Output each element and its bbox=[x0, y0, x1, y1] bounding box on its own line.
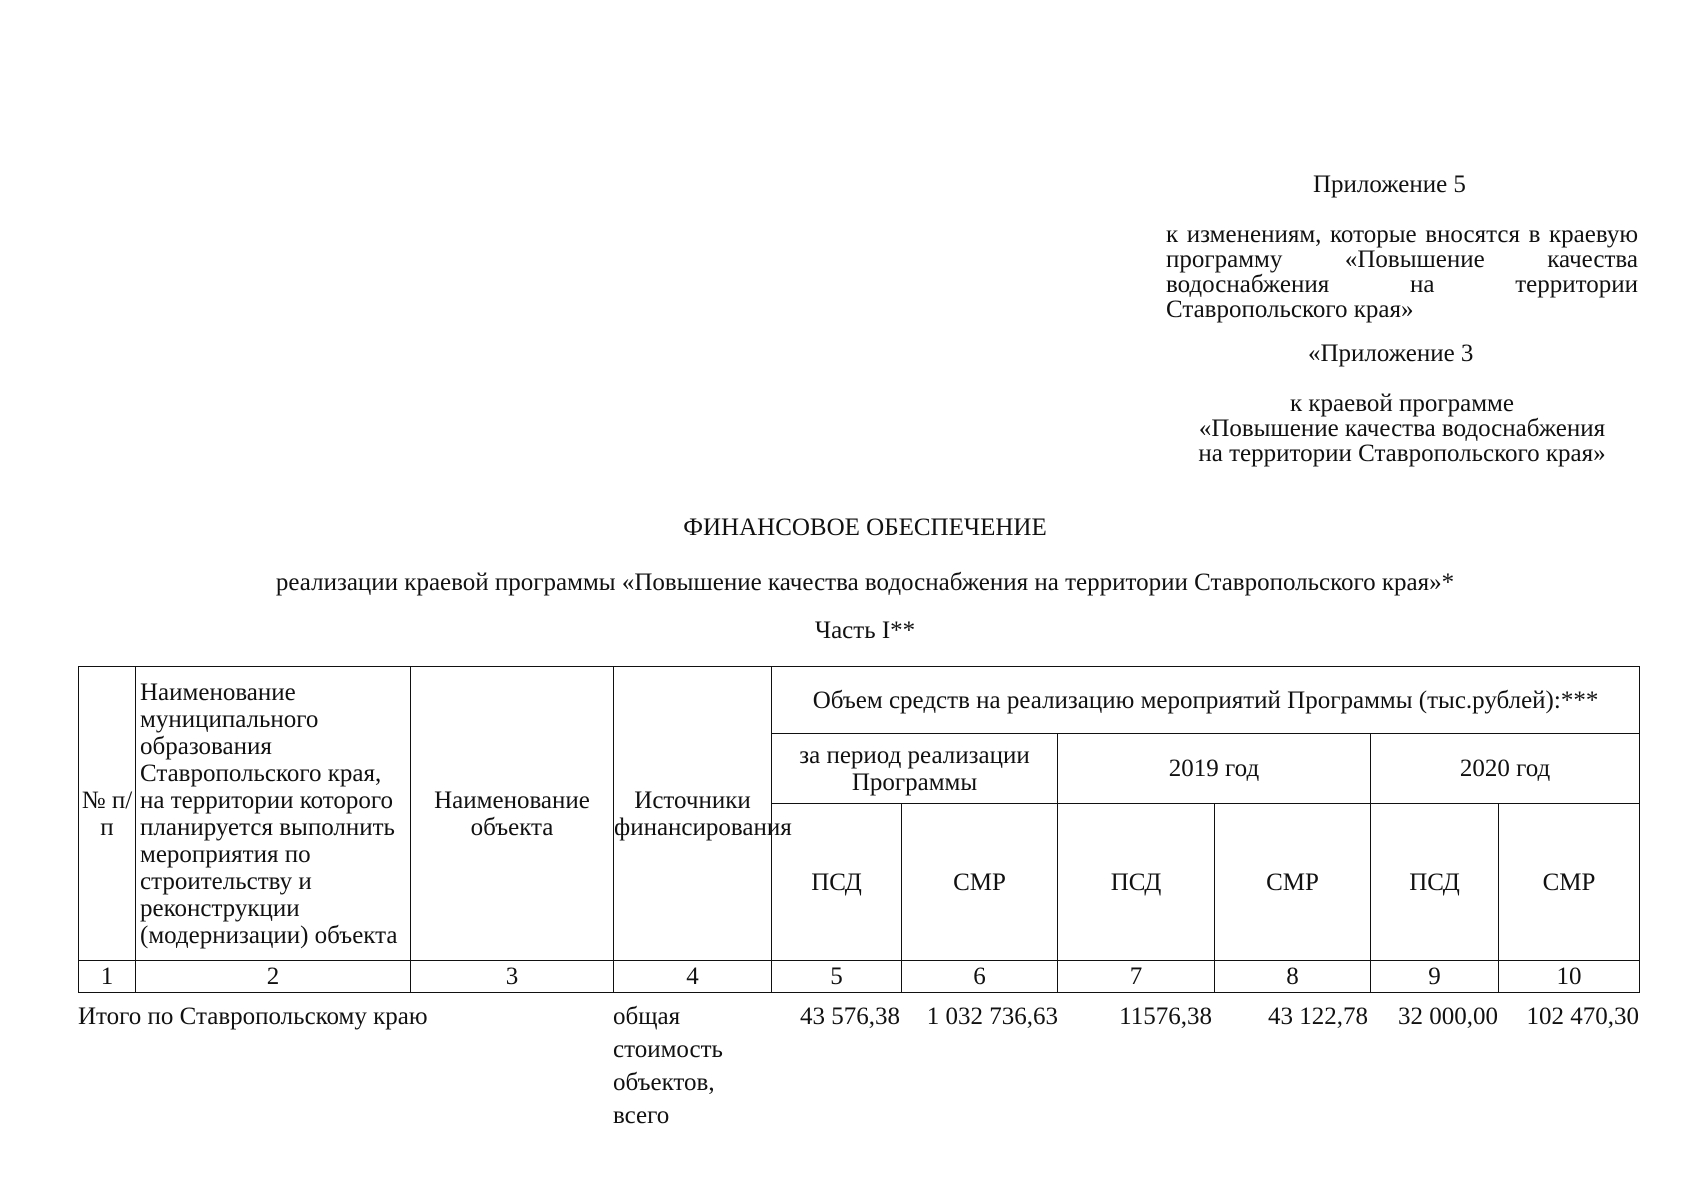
totals-value: 102 470,30 bbox=[1526, 1003, 1639, 1030]
column-number: 1 bbox=[79, 961, 136, 993]
header-object: Наименование объекта bbox=[411, 667, 614, 961]
header-period-total: за период реализации Программы bbox=[772, 734, 1058, 804]
column-number: 8 bbox=[1215, 961, 1371, 993]
header-psd: ПСД bbox=[772, 804, 902, 961]
column-number: 5 bbox=[772, 961, 902, 993]
totals-value: 1 032 736,63 bbox=[926, 1003, 1058, 1030]
document-title: ФИНАНСОВОЕ ОБЕСПЕЧЕНИЕ bbox=[683, 514, 1047, 541]
appendix3-line: «Повышение качества водоснабжения bbox=[1198, 415, 1606, 442]
header-period-2019: 2019 год bbox=[1058, 734, 1371, 804]
totals-source: общая стоимость объектов, всего bbox=[613, 1003, 723, 1129]
column-number: 10 bbox=[1499, 961, 1640, 993]
column-number: 6 bbox=[902, 961, 1058, 993]
document-subtitle: реализации краевой программы «Повышение качества водоснабжения на территории Ставропольского края»* bbox=[275, 569, 1455, 596]
column-number: 4 bbox=[614, 961, 772, 993]
totals-value: 43 576,38 bbox=[800, 1003, 900, 1030]
appendix5-title: Приложение 5 bbox=[1313, 171, 1466, 198]
header-period-2020: 2020 год bbox=[1371, 734, 1640, 804]
column-number: 3 bbox=[411, 961, 614, 993]
header-funding-volume: Объем средств на реализацию мероприятий Программы (тыс.рублей):*** bbox=[772, 667, 1640, 734]
appendix3-text bbox=[1166, 391, 1638, 466]
appendix5-text: к изменениям, которые вносятся в краевую программу «Повышение качества водоснабжения на территории Ставропольского края» bbox=[1166, 221, 1638, 323]
appendix3-line: на территории Ставропольского края» bbox=[1198, 440, 1606, 467]
header-smr: СМР bbox=[1215, 804, 1371, 961]
header-sources: Источники финансирования bbox=[614, 667, 772, 961]
totals-value: 11576,38 bbox=[1119, 1003, 1212, 1030]
column-number: 9 bbox=[1371, 961, 1499, 993]
header-psd: ПСД bbox=[1371, 804, 1499, 961]
header-smr: СМР bbox=[902, 804, 1058, 961]
document-part: Часть I** bbox=[814, 617, 916, 644]
appendix3-title: «Приложение 3 bbox=[1308, 340, 1474, 367]
totals-value: 43 122,78 bbox=[1268, 1003, 1368, 1030]
column-number: 7 bbox=[1058, 961, 1215, 993]
header-smr: СМР bbox=[1499, 804, 1640, 961]
appendix3-line: к краевой программе bbox=[1290, 390, 1514, 417]
column-number: 2 bbox=[136, 961, 411, 993]
header-number: № п/п bbox=[79, 667, 136, 961]
totals-label: Итого по Ставропольскому краю bbox=[78, 1003, 428, 1030]
financing-table bbox=[78, 666, 1640, 993]
totals-value: 32 000,00 bbox=[1398, 1003, 1498, 1030]
header-municipality: Наименование муниципального образования Ставропольского края, на территории которого планируется выполнить мероприятия по строительству и реконструкции (модернизации) объекта bbox=[136, 667, 411, 961]
header-psd: ПСД bbox=[1058, 804, 1215, 961]
